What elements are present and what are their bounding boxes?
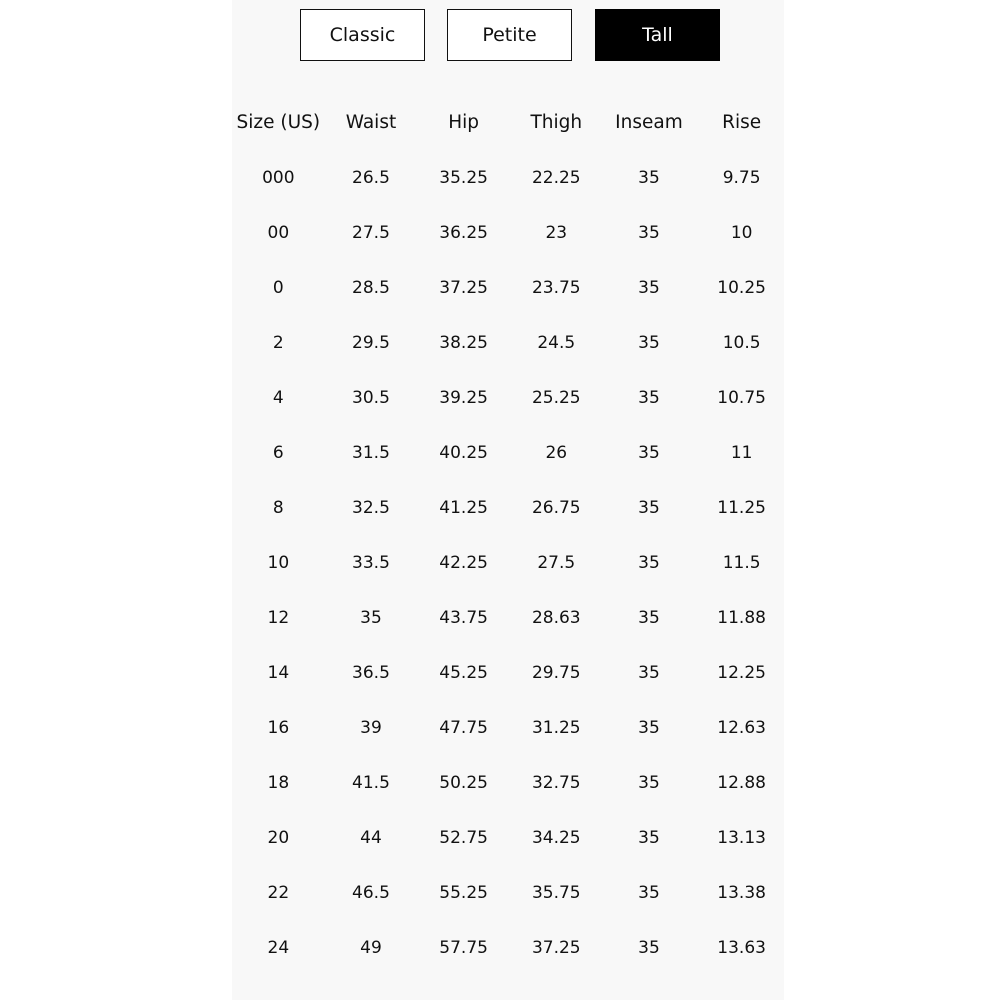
cell-thigh: 25.25 (531, 387, 581, 408)
table-row (232, 700, 788, 755)
cell-size: 8 (272, 497, 284, 518)
cell-hip: 57.75 (439, 937, 488, 958)
cell-waist: 49 (360, 937, 382, 958)
cell-waist: 27.5 (352, 222, 390, 243)
cell-thigh: 22.25 (531, 167, 581, 188)
cell-rise: 12.63 (717, 717, 766, 738)
cell-hip: 42.25 (439, 552, 488, 573)
table-row (232, 260, 788, 315)
table-row (232, 755, 788, 810)
cell-inseam: 35 (638, 222, 660, 243)
cell-waist: 29.5 (352, 332, 390, 353)
tab-tall[interactable]: Tall (595, 9, 720, 61)
cell-thigh: 28.63 (531, 607, 581, 628)
cell-thigh: 31.25 (531, 717, 581, 738)
column-header-thigh: Thigh (530, 112, 583, 133)
cell-hip: 43.75 (439, 607, 488, 628)
cell-inseam: 35 (638, 167, 660, 188)
cell-thigh: 37.25 (531, 937, 581, 958)
cell-rise: 10.75 (717, 387, 766, 408)
cell-rise: 11 (730, 442, 753, 463)
cell-size: 12 (267, 607, 290, 628)
cell-inseam: 35 (638, 937, 660, 958)
cell-waist: 46.5 (352, 882, 390, 903)
cell-size: 24 (267, 937, 290, 958)
table-row (232, 810, 788, 865)
table-row (232, 590, 788, 645)
cell-inseam: 35 (638, 497, 660, 518)
cell-hip: 35.25 (439, 167, 488, 188)
cell-hip: 52.75 (439, 827, 488, 848)
cell-size: 0 (272, 277, 284, 298)
table-row (232, 370, 788, 425)
cell-inseam: 35 (638, 552, 660, 573)
column-header-waist: Waist (345, 112, 397, 133)
cell-rise: 13.38 (717, 882, 766, 903)
cell-size: 2 (272, 332, 284, 353)
cell-inseam: 35 (638, 332, 660, 353)
cell-size: 16 (267, 717, 290, 738)
cell-inseam: 35 (638, 277, 660, 298)
cell-hip: 38.25 (439, 332, 488, 353)
cell-thigh: 24.5 (537, 332, 576, 353)
cell-waist: 31.5 (352, 442, 390, 463)
cell-hip: 50.25 (439, 772, 488, 793)
cell-waist: 35 (360, 607, 382, 628)
column-header-size: Size (US) (236, 112, 321, 133)
cell-rise: 13.13 (717, 827, 766, 848)
cell-waist: 28.5 (352, 277, 390, 298)
cell-inseam: 35 (638, 662, 660, 683)
cell-inseam: 35 (638, 882, 660, 903)
cell-thigh: 29.75 (531, 662, 581, 683)
cell-hip: 55.25 (439, 882, 488, 903)
cell-waist: 41.5 (352, 772, 390, 793)
cell-size: 14 (267, 662, 290, 683)
table-row (232, 920, 788, 975)
cell-rise: 9.75 (722, 167, 761, 188)
cell-inseam: 35 (638, 717, 660, 738)
table-row (232, 480, 788, 535)
cell-waist: 36.5 (352, 662, 390, 683)
cell-size: 00 (267, 222, 290, 243)
cell-hip: 39.25 (439, 387, 488, 408)
tab-classic[interactable]: Classic (300, 9, 425, 61)
cell-thigh: 26.75 (531, 497, 581, 518)
cell-waist: 26.5 (352, 167, 390, 188)
cell-thigh: 32.75 (531, 772, 581, 793)
cell-hip: 45.25 (439, 662, 488, 683)
cell-size: 4 (272, 387, 284, 408)
cell-rise: 11.5 (722, 552, 761, 573)
cell-size: 10 (267, 552, 290, 573)
table-row (232, 535, 788, 590)
cell-waist: 44 (360, 827, 382, 848)
tab-petite[interactable]: Petite (447, 9, 572, 61)
column-header-inseam: Inseam (615, 112, 683, 133)
cell-waist: 32.5 (352, 497, 390, 518)
cell-rise: 10.5 (722, 332, 761, 353)
cell-hip: 40.25 (439, 442, 488, 463)
cell-inseam: 35 (638, 387, 660, 408)
cell-thigh: 27.5 (537, 552, 576, 573)
cell-inseam: 35 (638, 772, 660, 793)
cell-hip: 41.25 (439, 497, 488, 518)
cell-rise: 11.25 (717, 497, 766, 518)
fit-tabs (300, 9, 720, 61)
table-row (232, 425, 788, 480)
table-row (232, 645, 788, 700)
cell-rise: 13.63 (717, 937, 766, 958)
cell-size: 000 (262, 167, 295, 188)
cell-thigh: 26 (545, 442, 568, 463)
column-header-rise: Rise (722, 112, 762, 133)
cell-size: 20 (267, 827, 290, 848)
cell-rise: 10 (730, 222, 753, 243)
cell-thigh: 35.75 (531, 882, 581, 903)
size-chart-table (232, 95, 788, 975)
cell-thigh: 34.25 (531, 827, 581, 848)
table-row (232, 865, 788, 920)
cell-waist: 39 (360, 717, 382, 738)
cell-rise: 10.25 (717, 277, 766, 298)
cell-size: 22 (267, 882, 290, 903)
cell-inseam: 35 (638, 442, 660, 463)
cell-size: 18 (267, 772, 290, 793)
cell-waist: 33.5 (352, 552, 390, 573)
table-header-row (232, 95, 788, 150)
cell-rise: 11.88 (717, 607, 766, 628)
cell-hip: 37.25 (439, 277, 488, 298)
cell-inseam: 35 (638, 827, 660, 848)
table-row (232, 315, 788, 370)
cell-waist: 30.5 (352, 387, 390, 408)
cell-inseam: 35 (638, 607, 660, 628)
cell-hip: 36.25 (439, 222, 488, 243)
cell-thigh: 23.75 (531, 277, 581, 298)
cell-size: 6 (272, 442, 284, 463)
table-row (232, 205, 788, 260)
cell-hip: 47.75 (439, 717, 488, 738)
cell-rise: 12.88 (717, 772, 766, 793)
cell-thigh: 23 (545, 222, 568, 243)
cell-rise: 12.25 (717, 662, 766, 683)
table-row (232, 150, 788, 205)
column-header-hip: Hip (448, 112, 480, 133)
